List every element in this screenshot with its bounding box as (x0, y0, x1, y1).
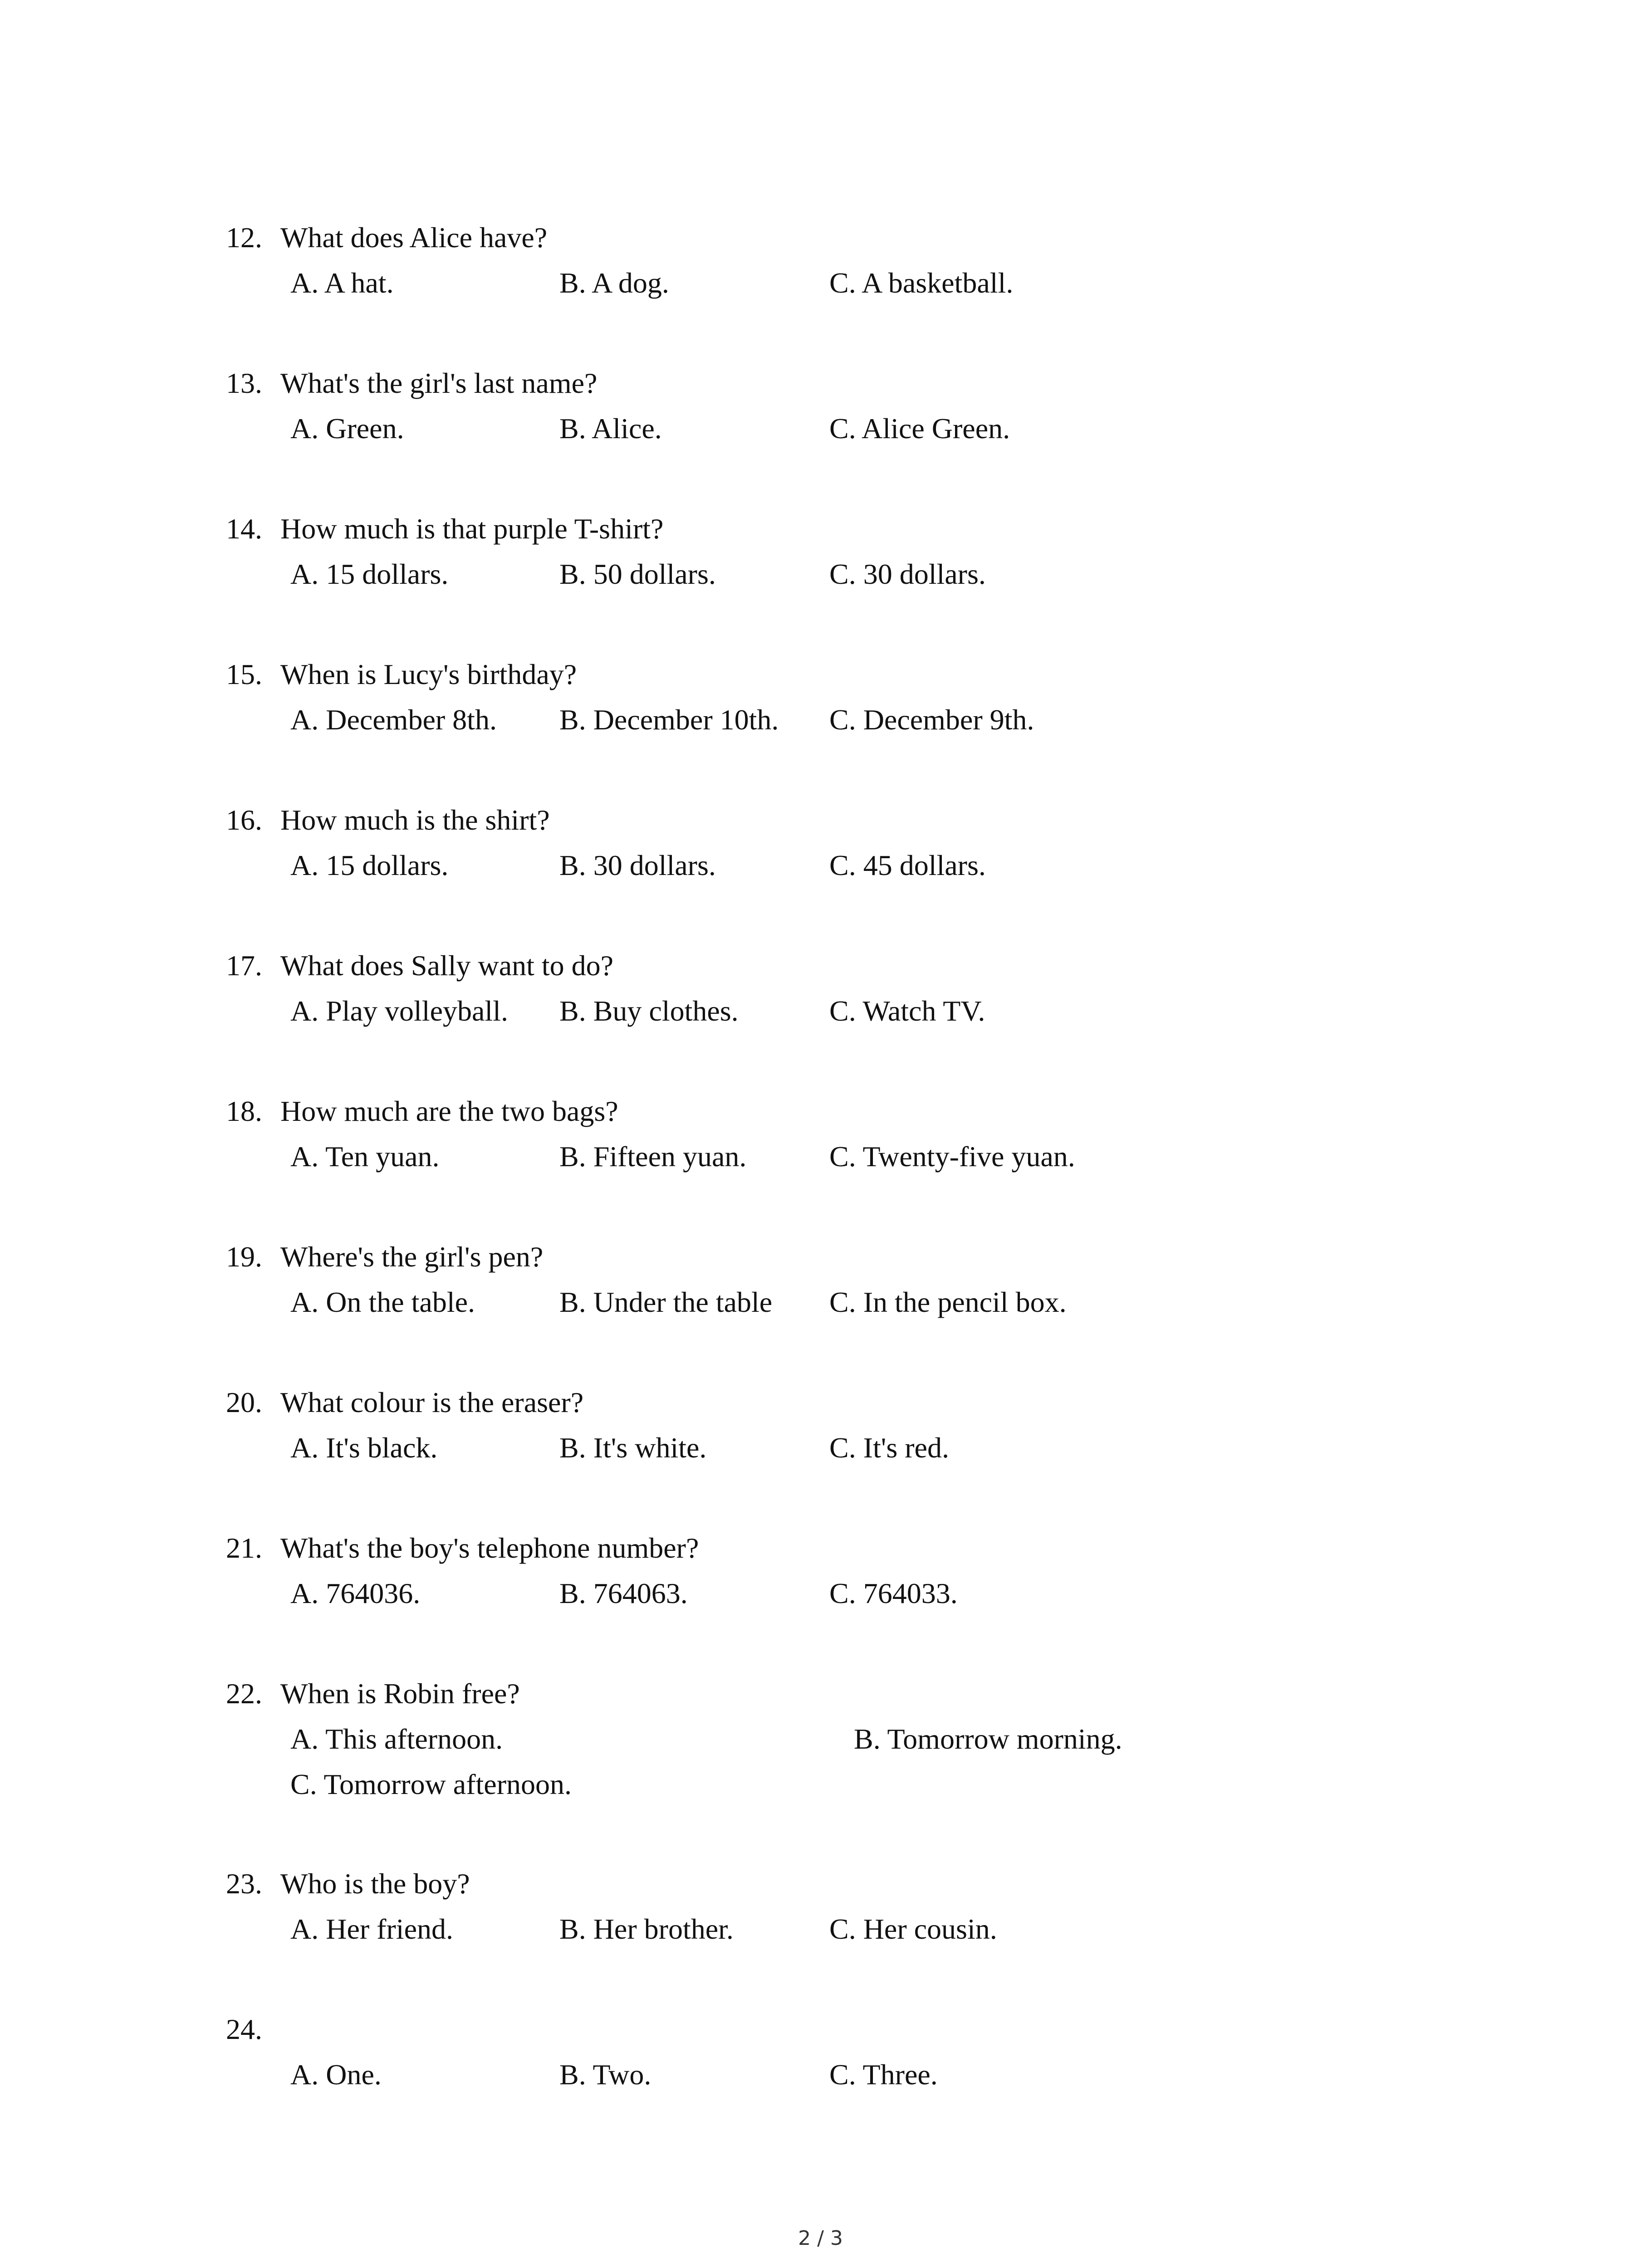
option-a: A. On the table. (290, 1286, 475, 1318)
question-text: What does Sally want to do? (280, 949, 614, 982)
question-16 (0, 797, 1641, 906)
option-c: C. Twenty-five yuan. (829, 1140, 1075, 1173)
question-number: 21. (226, 1532, 262, 1564)
option-b: B. 50 dollars. (559, 558, 716, 590)
option-c: C. 764033. (829, 1577, 958, 1609)
option-a: A. A hat. (290, 267, 394, 299)
question-15 (0, 652, 1641, 761)
option-b: B. Alice. (559, 412, 662, 445)
option-b: B. Fifteen yuan. (559, 1140, 747, 1173)
option-b: B. Buy clothes. (559, 995, 739, 1027)
option-b: B. It's white. (559, 1432, 707, 1464)
question-number: 22. (226, 1677, 262, 1710)
option-c: C. A basketball. (829, 267, 1014, 299)
question-number: 13. (226, 367, 262, 399)
question-number: 16. (226, 804, 262, 836)
option-a: A. This afternoon. (290, 1723, 503, 1755)
question-24 (0, 2007, 1641, 2116)
option-b: B. Under the table (559, 1286, 773, 1318)
question-14 (0, 506, 1641, 615)
question-number: 17. (226, 949, 262, 982)
option-a: A. Ten yuan. (290, 1140, 440, 1173)
option-c: C. Her cousin. (829, 1913, 997, 1945)
question-18 (0, 1089, 1641, 1198)
question-text: When is Lucy's birthday? (280, 658, 577, 690)
question-number: 18. (226, 1095, 262, 1127)
option-c: C. Alice Green. (829, 412, 1010, 445)
question-text: What's the boy's telephone number? (280, 1532, 699, 1564)
question-text: What colour is the eraser? (280, 1386, 584, 1418)
question-text: What's the girl's last name? (280, 367, 598, 399)
option-a: A. 15 dollars. (290, 849, 449, 881)
question-text: What does Alice have? (280, 221, 548, 254)
option-c: C. 30 dollars. (829, 558, 986, 590)
option-a: A. Green. (290, 412, 404, 445)
question-text: How much are the two bags? (280, 1095, 618, 1127)
option-c: C. Watch TV. (829, 995, 985, 1027)
option-b: B. 30 dollars. (559, 849, 716, 881)
question-text: How much is the shirt? (280, 804, 550, 836)
option-a: A. 764036. (290, 1577, 421, 1609)
question-text: Who is the boy? (280, 1867, 470, 1900)
option-a: A. Her friend. (290, 1913, 453, 1945)
question-text: When is Robin free? (280, 1677, 520, 1710)
question-13 (0, 361, 1641, 469)
option-c: C. In the pencil box. (829, 1286, 1067, 1318)
option-c: C. December 9th. (829, 704, 1034, 736)
option-b: B. December 10th. (559, 704, 779, 736)
question-17 (0, 943, 1641, 1052)
question-number: 24. (226, 2013, 262, 2045)
question-number: 12. (226, 221, 262, 254)
option-b: B. A dog. (559, 267, 669, 299)
question-number: 20. (226, 1386, 262, 1418)
option-a: A. December 8th. (290, 704, 497, 736)
option-b: B. Two. (559, 2058, 652, 2091)
question-number: 14. (226, 513, 262, 545)
page-indicator: 2 / 3 (798, 2227, 843, 2250)
question-text: How much is that purple T-shirt? (280, 513, 664, 545)
option-a: A. Play volleyball. (290, 995, 508, 1027)
question-19 (0, 1234, 1641, 1343)
option-a: A. It's black. (290, 1432, 438, 1464)
question-number: 15. (226, 658, 262, 690)
question-text: Where's the girl's pen? (280, 1241, 544, 1273)
question-21 (0, 1525, 1641, 1634)
option-c: C. 45 dollars. (829, 849, 986, 881)
option-a: A. 15 dollars. (290, 558, 449, 590)
question-number: 23. (226, 1867, 262, 1900)
option-b: B. 764063. (559, 1577, 688, 1609)
option-c: C. Three. (829, 2058, 938, 2091)
option-b: B. Her brother. (559, 1913, 734, 1945)
option-c: C. It's red. (829, 1432, 949, 1464)
question-12 (0, 215, 1641, 324)
option-c: C. Tomorrow afternoon. (290, 1768, 572, 1800)
option-a: A. One. (290, 2058, 382, 2091)
question-number: 19. (226, 1241, 262, 1273)
question-20 (0, 1380, 1641, 1489)
question-23 (0, 1861, 1641, 1970)
option-b: B. Tomorrow morning. (854, 1723, 1122, 1755)
question-22 (0, 1671, 1641, 1825)
